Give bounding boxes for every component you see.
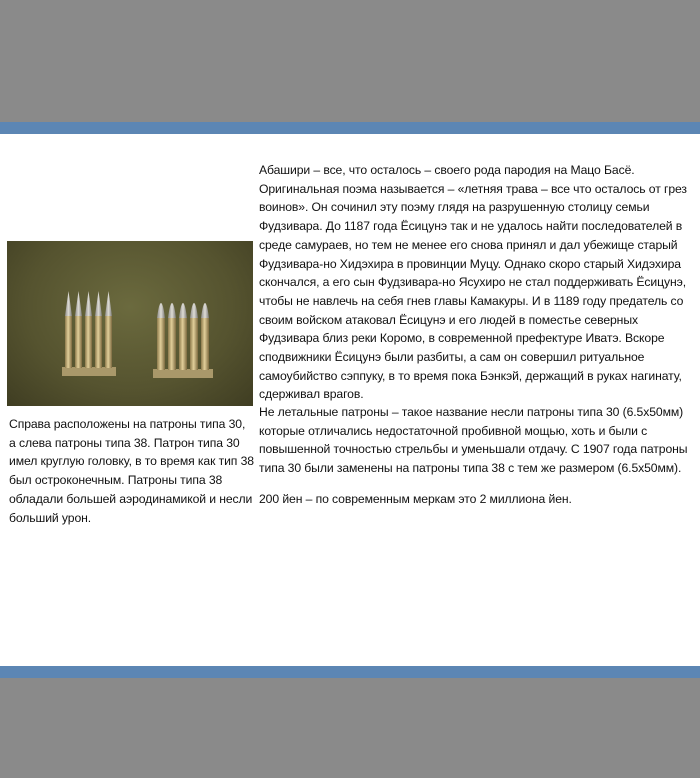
bottom-blue-stripe: [0, 666, 700, 678]
cartridges-illustration: [7, 241, 253, 406]
photo-caption: Справа расположены на патроны типа 30, а слева патроны типа 38. Патрон типа 30 имел круглую головку, в то время как тип 38 был остроконечным. Патроны типа 38 обладали большей аэродинамикой и несли больший урон.: [9, 417, 254, 525]
paragraph-yen: 200 йен – по современным меркам это 2 миллиона йен.: [259, 492, 572, 506]
top-gray-band: [0, 0, 700, 122]
paragraph-cartridges: Не летальные патроны – такое название несли патроны типа 30 (6.5х50мм) которые отличались недостаточной пробивной мощью, хоть и были с повышенной точностью стрельбы и уменьшали отдачу. С 1907 года патроны типа 30 были заменены на патроны типа 38 с тем же размером (6.5х50мм).: [259, 405, 688, 476]
paragraph-abashiri: Абашири – все, что осталось – своего рода пародия на Мацо Басё. Оригинальная поэма называется – «летняя трава – все что осталось от грез воинов». Он сочинил эту поэму глядя на разрушенную столицу семьи Фудзивара. До 1187 года Ёсицунэ так и не удалось найти последователей в среде самураев, но тем не менее его снова принял и дал убежище старый Фудзивара-но Хидэхира в провинции Муцу. Однако скоро старый Хидэхира скончался, а его сын Фудзивара-но Ясухиро не стал поддерживать Ёсицунэ, чтобы не навлечь на себя гнев главы Камакуры. И в 1189 году предатель со своим войском атаковал Ёсицунэ и его людей в поместье северных Фудзивара близ реки Коромо, в современной префектуре Иватэ. Вскоре сподвижники Ёсицунэ были разбиты, а сам он совершил ритуальное самоубийство сэппуку, в то время пока Бэнкэй, держащий в руках нагинату, сдерживал врагов.: [259, 163, 687, 402]
cartridges-photo: [7, 241, 253, 406]
left-clip: [62, 291, 116, 376]
bottom-gray-band: [0, 678, 700, 778]
right-clip: [153, 303, 213, 378]
top-blue-stripe: [0, 122, 700, 134]
